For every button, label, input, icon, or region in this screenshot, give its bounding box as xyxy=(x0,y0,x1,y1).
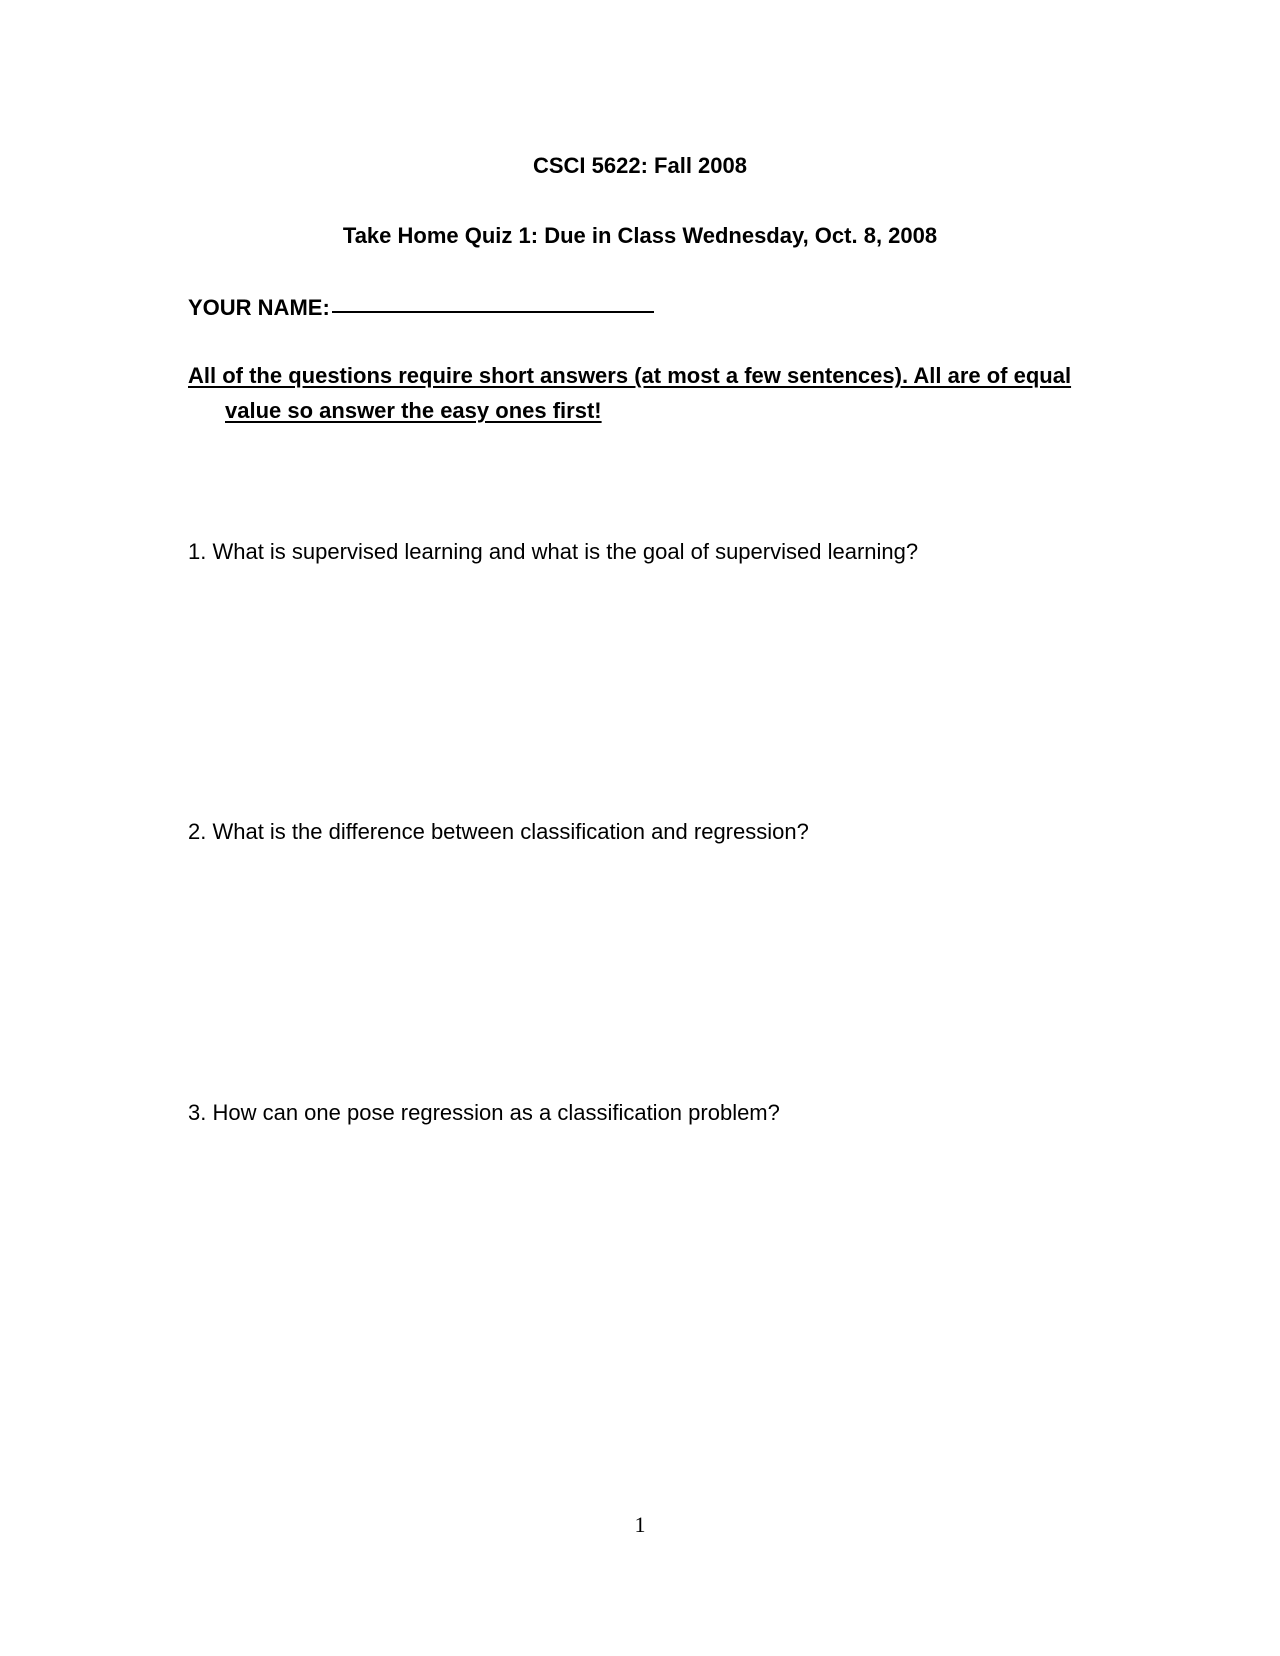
page-number: 1 xyxy=(634,1512,646,1537)
name-label: YOUR NAME: xyxy=(188,295,330,320)
question-3: 3. How can one pose regression as a classification problem? xyxy=(188,1100,780,1125)
name-field xyxy=(188,291,654,323)
course-title: CSCI 5622: Fall 2008 xyxy=(532,153,747,178)
instructions-line-2: value so answer the easy ones first! xyxy=(225,398,602,423)
name-blank-line xyxy=(332,289,654,313)
quiz-title: Take Home Quiz 1: Due in Class Wednesday, Oct. 8, 2008 xyxy=(342,223,938,248)
instructions-line-1: All of the questions require short answers (at most a few sentences). All are of equal xyxy=(188,363,1072,388)
question-2: 2. What is the difference between classification and regression? xyxy=(188,819,809,844)
question-1: 1. What is supervised learning and what is the goal of supervised learning? xyxy=(188,539,919,564)
